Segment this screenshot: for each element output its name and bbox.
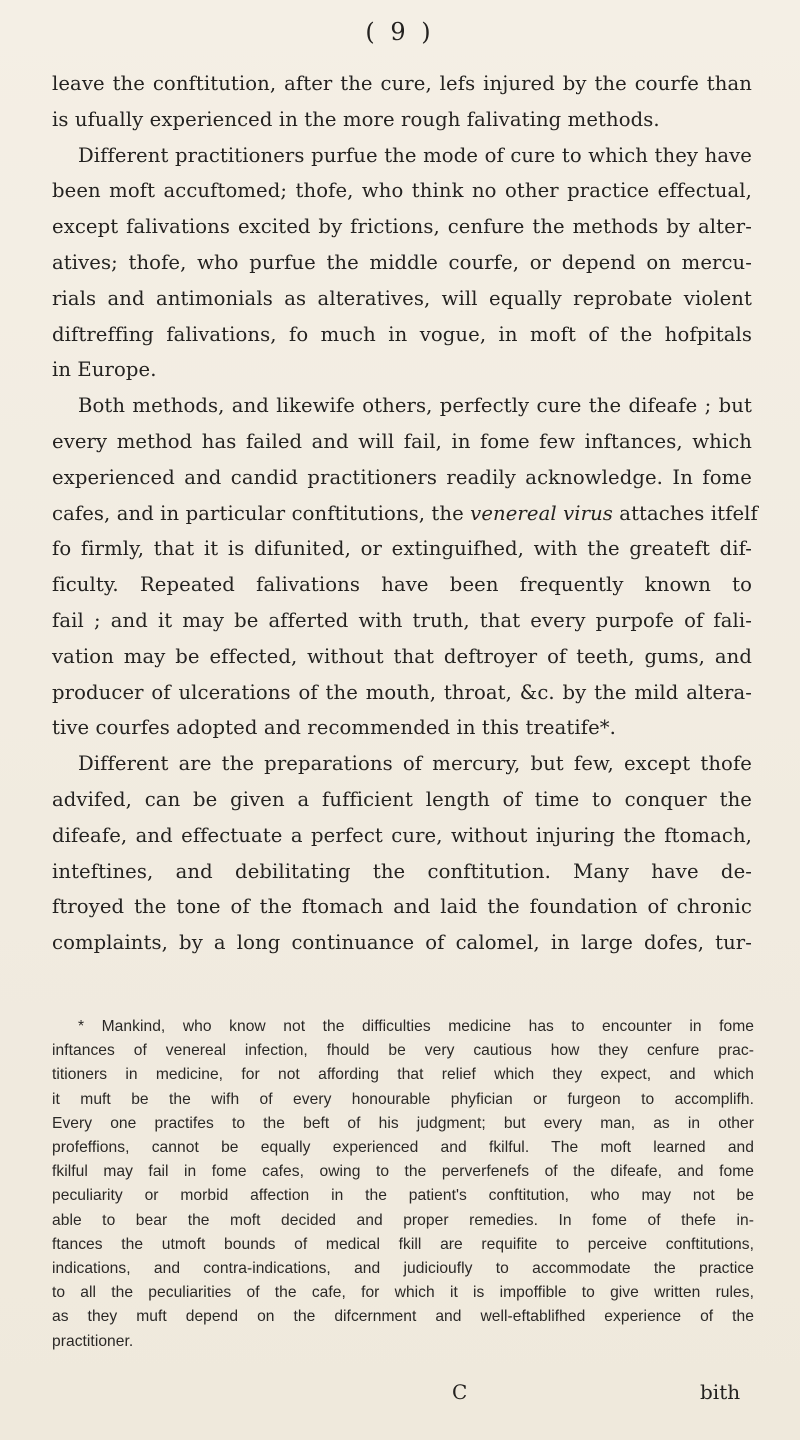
text-line: tive courfes adopted and recommended in this treatife*.	[52, 716, 616, 740]
footnote-line: peculiarity or morbid affection in the patient's conftitution, who may not be	[52, 1187, 754, 1205]
text-line: producer of ulcerations of the mouth, throat, &c. by the mild altera-	[52, 680, 752, 704]
text-line: diftreffing falivations, fo much in vogue, in moft of the hofpitals	[52, 322, 752, 346]
text-line: experienced and candid practitioners readily acknowledge. In fome	[52, 465, 752, 489]
text-line: vation may be effected, without that deftroyer of teeth, gums, and	[52, 644, 752, 668]
text-segment: attaches itfelf	[619, 501, 758, 525]
page-header: ( 9 )	[365, 18, 435, 46]
footnote	[52, 1015, 754, 1354]
text-line: been moft accuftomed; thofe, who think no other practice effectual,	[52, 179, 752, 203]
catchword: bith	[700, 1380, 741, 1404]
text-line: ftroyed the tone of the ftomach and laid the foundation of chronic	[52, 895, 752, 919]
italic-phrase: venereal virus	[470, 501, 613, 525]
text-line: difeafe, and effectuate a perfect cure, without injuring the ftomach,	[52, 823, 752, 847]
footnote-line: ftances the utmoft bounds of medical fkill are requifite to perceive conftitutions,	[52, 1235, 754, 1253]
footnote-line: Every one practifes to the beft of his judgment; but every man, as in other	[52, 1114, 754, 1132]
paragraph-3	[52, 388, 758, 746]
text-line: ficulty. Repeated falivations have been frequently known to	[52, 573, 752, 597]
footnote-line: practitioner.	[52, 1332, 134, 1350]
text-line: rials and antimonials as alteratives, will equally reprobate violent	[52, 286, 752, 310]
text-line: every method has failed and will fail, in fome few inftances, which	[52, 429, 752, 453]
text-line: atives; thofe, who purfue the middle courfe, or depend on mercu-	[52, 250, 752, 274]
text-line: Both methods, and likewife others, perfectly cure the difeafe ; but	[78, 394, 752, 418]
text-line: is ufually experienced in the more rough falivating methods.	[52, 107, 660, 131]
signature-mark: C	[452, 1380, 468, 1404]
text-line: in Europe.	[52, 358, 157, 382]
footnote-line: fkilful may fail in fome cafes, owing to the perverfenefs of the difeafe, and fome	[52, 1163, 754, 1181]
main-text	[52, 66, 758, 961]
text-line: fail ; and it may be afferted with truth, that every purpofe of fali-	[52, 608, 752, 632]
footnote-line: indications, and contra-indications, and judicioufly to accommodate the practice	[52, 1260, 754, 1278]
text-line: complaints, by a long continuance of calomel, in large dofes, tur-	[52, 931, 752, 955]
text-segment: cafes, and in particular conftitutions, the	[52, 501, 464, 525]
footnote-line: inftances of venereal infection, fhould be very cautious how they cenfure prac-	[52, 1042, 754, 1060]
footnote-line: able to bear the moft decided and proper remedies. In fome of thefe in-	[52, 1211, 754, 1229]
footnote-line: profeffions, cannot be equally experienced and fkilful. The moft learned and	[52, 1139, 754, 1157]
footnote-line: titioners in medicine, for not affording that relief which they expect, and which	[52, 1066, 754, 1084]
paragraph-1	[52, 66, 752, 138]
text-line: leave the conftitution, after the cure, lefs injured by the courfe than	[52, 72, 752, 95]
footnote-line: to all the peculiarities of the cafe, for which it is impoffible to give written rules,	[52, 1284, 754, 1302]
text-line: Different are the preparations of mercury, but few, except thofe	[78, 752, 752, 776]
paragraph-2	[52, 138, 752, 389]
text-line: except falivations excited by frictions, cenfure the methods by alter-	[52, 215, 752, 239]
text-line: inteftines, and debilitating the conftitution. Many have de-	[52, 859, 752, 883]
text-line: Different practitioners purfue the mode of cure to which they have	[78, 143, 752, 167]
footnote-line: it muft be the wifh of every honourable phyfician or furgeon to accomplifh.	[52, 1090, 754, 1108]
text-line-with-italic	[52, 496, 758, 532]
footnote-line: * Mankind, who know not the difficulties medicine has to encounter in fome	[78, 1018, 754, 1035]
footnote-line: as they muft depend on the difcernment and well-eftablifhed experience of the	[52, 1308, 754, 1326]
text-line: fo firmly, that it is difunited, or extinguifhed, with the greateft dif-	[52, 537, 752, 561]
paragraph-4	[52, 746, 752, 961]
text-line: advifed, can be given a fufficient length of time to conquer the	[52, 787, 752, 811]
